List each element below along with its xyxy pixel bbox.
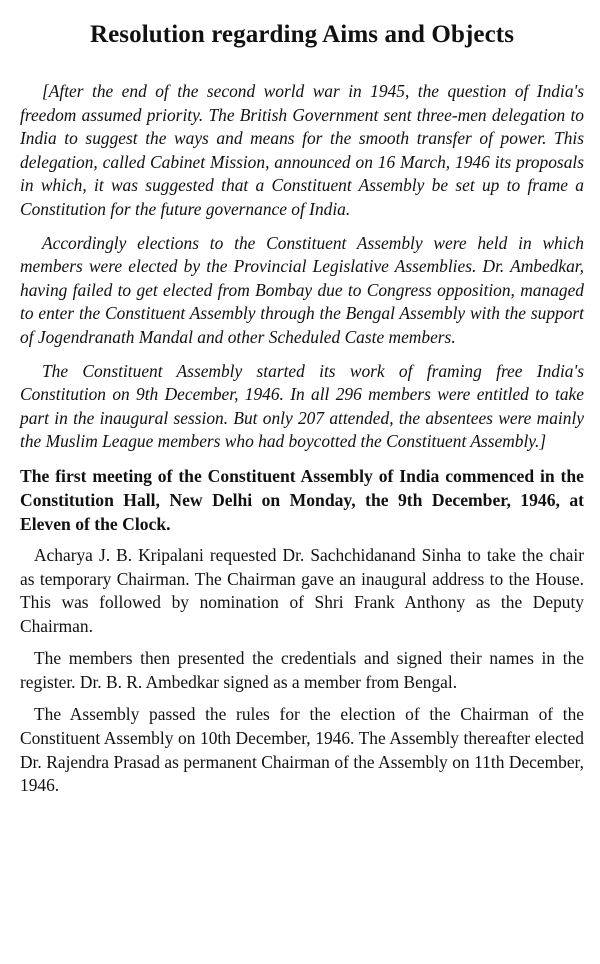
intro-section (20, 80, 584, 454)
page-title: Resolution regarding Aims and Objects (89, 21, 515, 48)
document-page (20, 18, 584, 798)
body-paragraph-3: The Assembly passed the rules for the election of the Chairman of the Constituent Assembly on 10th December, 1946. The Assembly thereafter elected Dr. Rajendra Prasad as permanent Chairman of the Assembly on 11th December, 1946. (20, 704, 584, 796)
meeting-headline: The first meeting of the Constituent Assembly of India commenced in the Constitution Hall, New Delhi on Monday, the 9th December, 1946, at Eleven of the Clock. (20, 465, 584, 534)
body-paragraph-1: Acharya J. B. Kripalani requested Dr. Sachchidanand Sinha to take the chair as temporary Chairman. The Chairman gave an inaugural address to the House. This was followed by nomination of Shri Frank Anthony as the Deputy Chairman. (20, 544, 584, 636)
intro-paragraph-1: [After the end of the second world war in 1945, the question of India's freedom assumed priority. The British Government sent three-men delegation to India to suggest the ways and means for the smooth transfer of power. This delegation, called Cabinet Mission, announced on 16 March, 1946 its proposals in which, it was suggested that a Constituent Assembly be set up to frame a Constitution for the future governance of India. (20, 81, 584, 219)
intro-paragraph-2: Accordingly elections to the Constituent Assembly were held in which members were elected by the Provincial Legislative Assemblies. Dr. Ambedkar, having failed to get elected from Bombay due to Congress opposition, managed to enter the Constituent Assembly through the Bengal Assembly with the support of Jogendranath Mandal and other Scheduled Caste members. (20, 232, 584, 347)
intro-paragraph-3: The Constituent Assembly started its work of framing free India's Constitution on 9th December, 1946. In all 296 members were entitled to take part in the inaugural session. But only 207 attended, the absentees were mainly the Muslim League members who had boycotted the Constituent Assembly.] (20, 360, 584, 452)
body-paragraph-2: The members then presented the credentials and signed their names in the register. Dr. B. R. Ambedkar signed as a member from Bengal. (20, 648, 584, 692)
